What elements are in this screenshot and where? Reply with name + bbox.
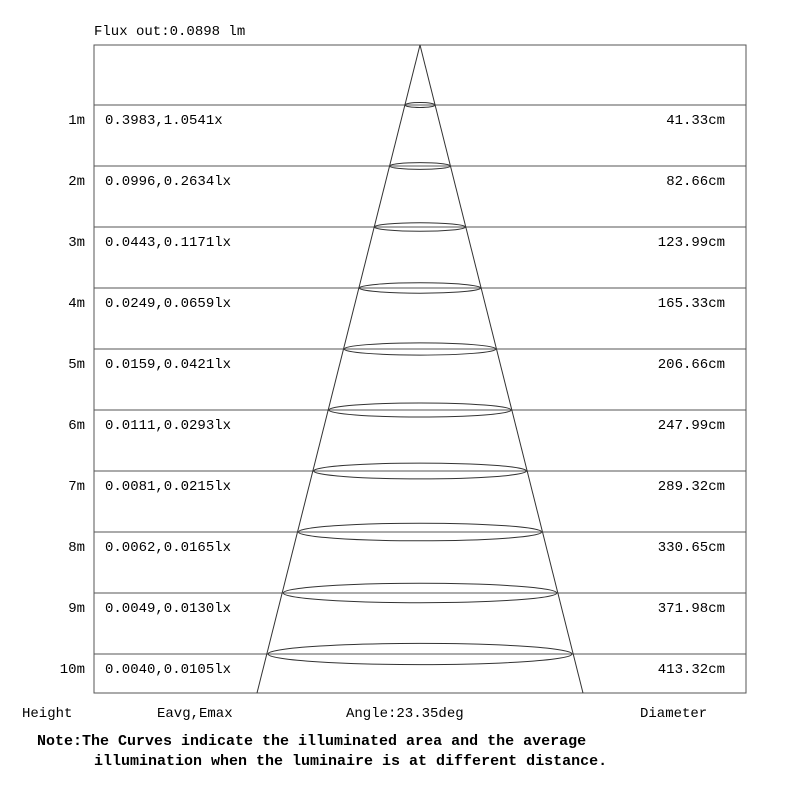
row-diameter-value: 206.66cm [657,357,725,373]
height-column-label: Height [22,706,73,722]
row-diameter-value: 82.66cm [666,174,725,190]
beam-cone [257,45,583,693]
cone-right-edge [420,45,583,693]
row-diameter-value: 413.32cm [657,662,725,678]
row-height-label: 3m [68,235,85,251]
row-illuminance-value: 0.3983,1.0541x [105,113,223,129]
cone-left-edge [257,45,420,693]
row-diameter-value: 371.98cm [657,601,725,617]
note-line-1: Note:The Curves indicate the illuminated area and the average [37,733,587,750]
row-diameter-value: 289.32cm [657,479,725,495]
flux-out-label: Flux out:0.0898 lm [94,24,246,40]
beam-angle-label: Angle:23.35deg [346,706,464,722]
row-height-label: 5m [68,357,85,373]
row-diameter-value: 123.99cm [657,235,725,251]
row-illuminance-value: 0.0111,0.0293lx [105,418,232,434]
row-illuminance-value: 0.0443,0.1171lx [105,235,232,251]
eavg-emax-column-label: Eavg,Emax [157,706,233,722]
diameter-column-label: Diameter [640,706,708,722]
row-diameter-value: 165.33cm [657,296,725,312]
row-height-label: 4m [68,296,85,312]
row-height-label: 8m [68,540,85,556]
row-diameter-value: 41.33cm [666,113,725,129]
row-illuminance-value: 0.0081,0.0215lx [105,479,232,495]
row-diameter-value: 247.99cm [657,418,725,434]
row-illuminance-value: 0.0159,0.0421lx [105,357,232,373]
row-height-label: 9m [68,601,85,617]
row-illuminance-value: 0.0049,0.0130lx [105,601,232,617]
row-height-label: 1m [68,113,85,129]
note-line-2: illumination when the luminaire is at different distance. [94,753,608,770]
row-height-label: 7m [68,479,85,495]
row-illuminance-value: 0.0249,0.0659lx [105,296,232,312]
row-height-label: 10m [59,662,85,678]
row-height-label: 6m [68,418,85,434]
row-illuminance-value: 0.0062,0.0165lx [105,540,232,556]
row-illuminance-value: 0.0040,0.0105lx [105,662,232,678]
row-height-label: 2m [68,174,85,190]
row-diameter-value: 330.65cm [657,540,725,556]
row-illuminance-value: 0.0996,0.2634lx [105,174,232,190]
